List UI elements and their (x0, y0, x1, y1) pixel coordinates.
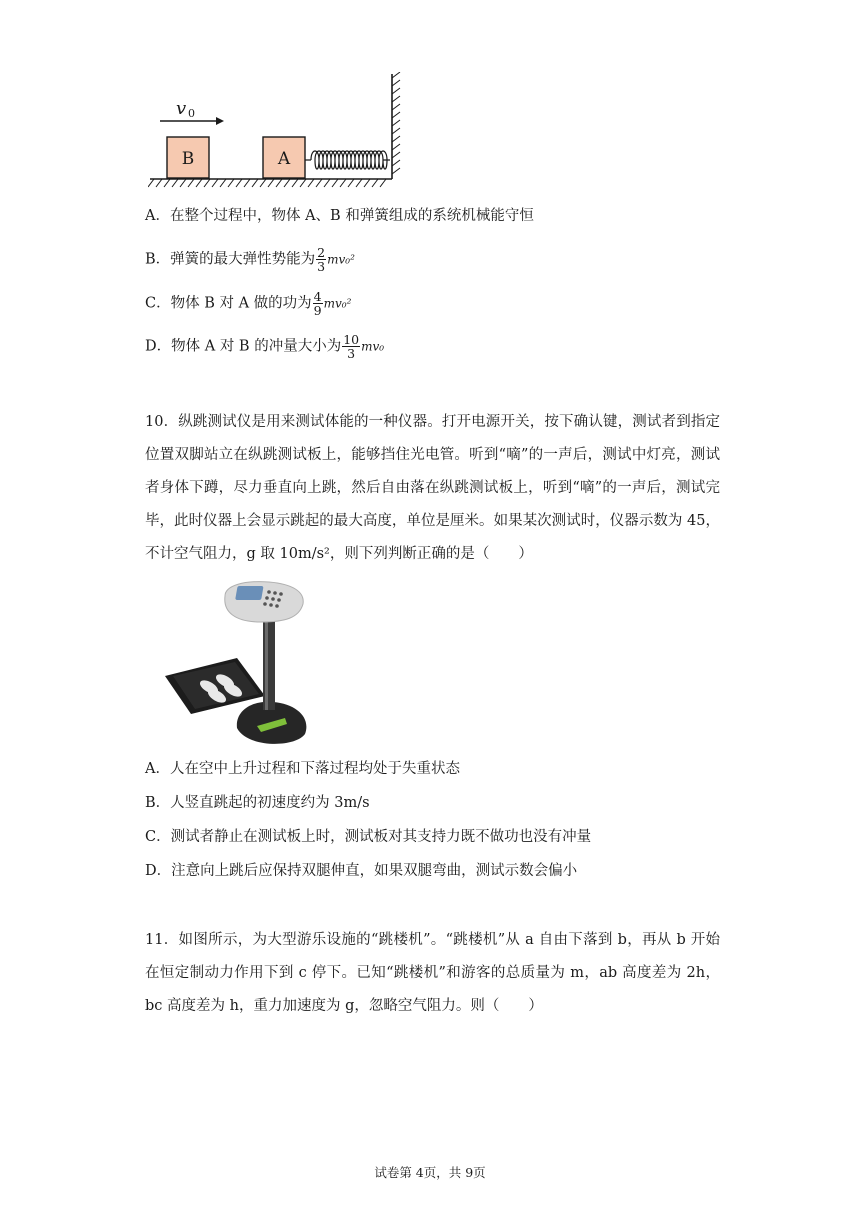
q9-option-b (145, 246, 355, 273)
tester-console (225, 582, 303, 622)
q9-option-b-expr: mv₀² (327, 252, 355, 267)
q9-option-c-fraction (313, 290, 323, 317)
fraction-denominator: 9 (313, 303, 322, 318)
q10-option-c: C．测试者静止在测试板上时，测试板对其支持力既不做功也没有冲量 (145, 829, 592, 845)
q10-question: 10．纵跳测试仪是用来测试体能的一种仪器。打开电源开关，按下确认键，测试者到指定位置双脚站立在纵跳测试板上，能够挡住光电管。听到“嘀”的一声后，测试中灯亮，测试者身体下蹲，尽力垂直向上跳，然后自由落在纵跳测试板上，听到“嘀”的一声后，测试完毕，此时仪器上会显示跳起的最大高度，单位是厘米。如果某次测试时，仪器示数为 45，不计空气阻力，g 取 10m/s²，则下列判断正确的是（ ） (145, 414, 720, 562)
fraction-numerator: 4 (313, 289, 322, 304)
q11-question: 11．如图所示，为大型游乐设施的“跳楼机”。“跳楼机”从 a 自由下落到 b，再从 b 开始在恒定制动力作用下到 c 停下。已知“跳楼机”和游客的总质量为 m，ab 高度差为 2h，bc 高度差为 h，重力加速度为 g，忽略空气阻力。则（ ） (145, 932, 720, 1014)
q10-option-b: B．人竖直跳起的初速度约为 3m/s (145, 795, 370, 811)
velocity-label: v (176, 98, 187, 119)
q9-option-d (145, 333, 384, 360)
q9-option-b-text: B．弹簧的最大弹性势能为 (145, 251, 316, 268)
q9-option-d-text: D．物体 A 对 B 的冲量大小为 (145, 338, 342, 355)
q9-option-c (145, 290, 351, 317)
q9-option-d-expr: mv₀ (361, 339, 385, 354)
block-a-label: A (277, 149, 291, 169)
q10-option-d: D．注意向上跳后应保持双腿伸直，如果双腿弯曲，测试示数会偏小 (145, 863, 578, 879)
blocks-spring-figure (148, 72, 410, 194)
wall-hatch (392, 72, 400, 174)
fraction-numerator: 2 (317, 245, 326, 260)
fraction-numerator: 10 (343, 332, 360, 347)
jump-tester-figure (165, 578, 315, 748)
floor-hatch (148, 179, 386, 187)
console-screen (235, 586, 263, 600)
velocity-subscript: 0 (188, 107, 195, 120)
spring (305, 151, 390, 169)
q10-option-a: A．人在空中上升过程和下落过程均处于失重状态 (145, 761, 460, 777)
page-footer: 试卷第 4页，共 9页 (374, 1165, 486, 1180)
stand-pole (263, 614, 275, 710)
block-b-label: B (181, 149, 195, 169)
q9-option-c-expr: mv₀² (323, 296, 352, 311)
fraction-denominator: 3 (317, 259, 326, 274)
q9-option-b-fraction (316, 246, 326, 273)
fraction-denominator: 3 (347, 346, 356, 361)
q9-option-d-fraction (342, 333, 360, 360)
q9-option-c-text: C．物体 B 对 A 做的功为 (145, 295, 312, 312)
q9-option-a: A．在整个过程中，物体 A、B 和弹簧组成的系统机械能守恒 (145, 208, 534, 224)
